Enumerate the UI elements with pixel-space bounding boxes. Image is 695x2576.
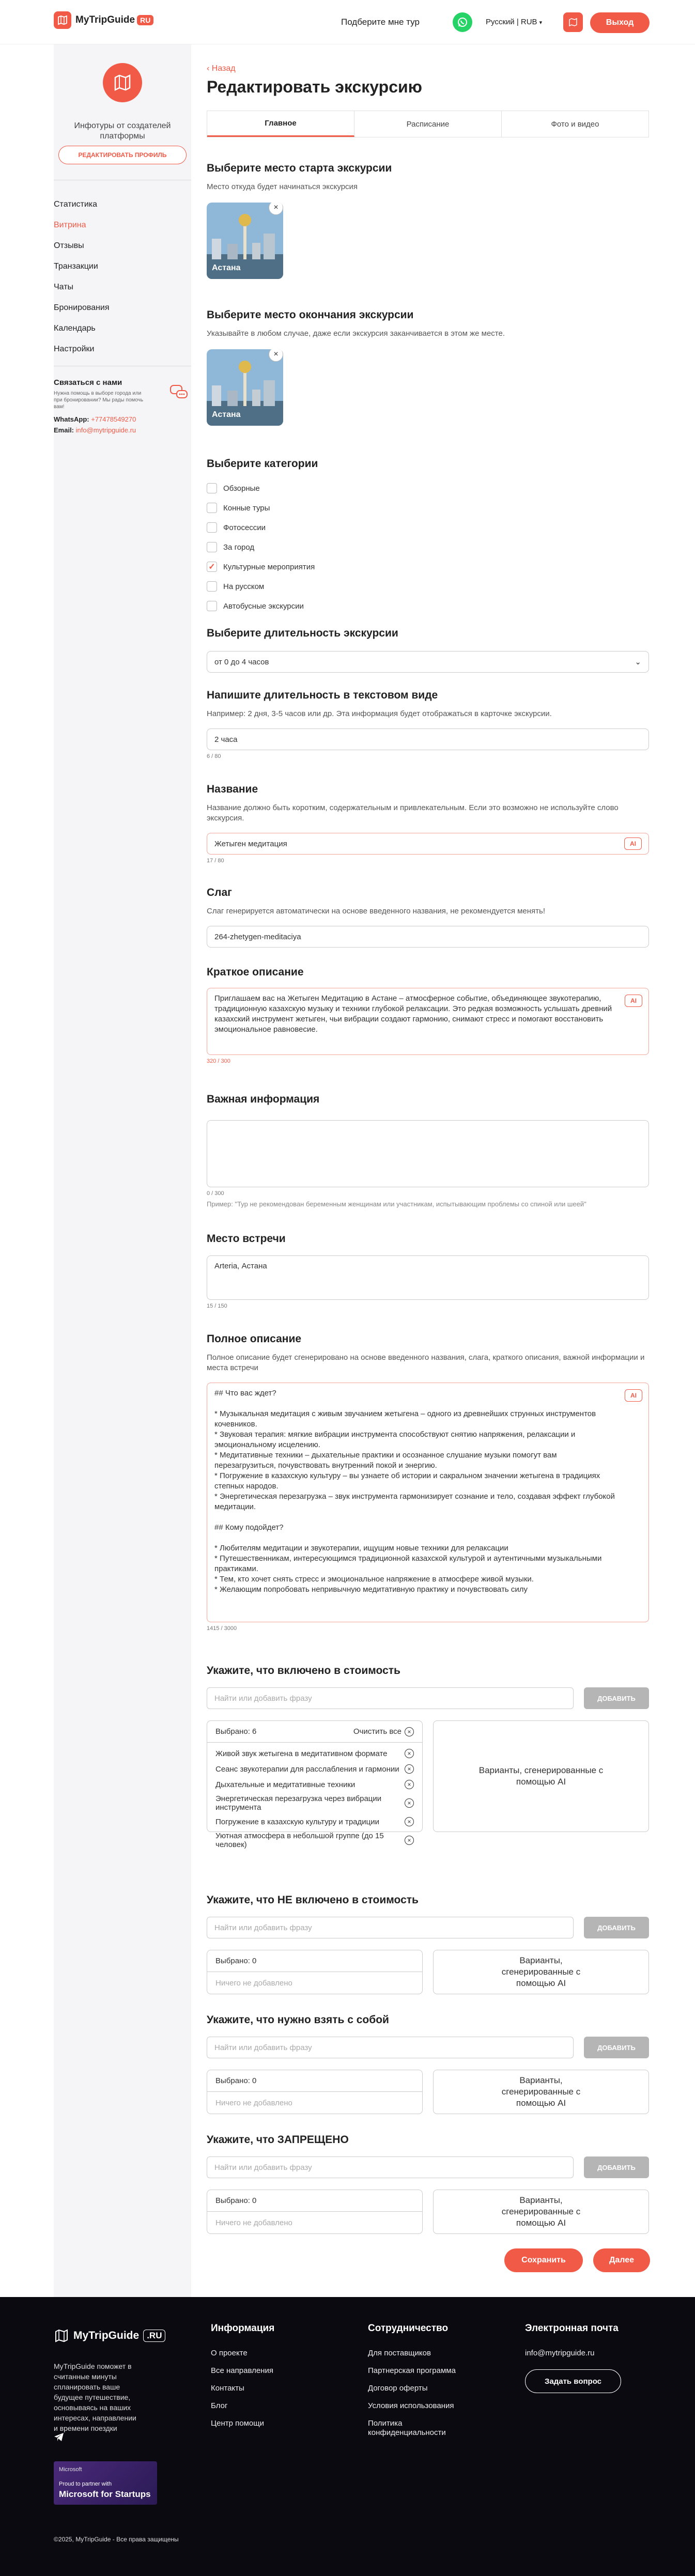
footer-link[interactable]: Контакты bbox=[211, 2384, 244, 2393]
ai-button[interactable]: AI bbox=[625, 995, 642, 1007]
footer-link[interactable]: Все направления bbox=[211, 2366, 273, 2375]
chat-bubbles-icon bbox=[168, 382, 189, 403]
tab-schedule[interactable]: Расписание bbox=[354, 111, 502, 137]
next-button[interactable]: Далее bbox=[593, 2248, 650, 2272]
ai-variants-box: Варианты, сгенерированные с помощью AI bbox=[433, 2190, 649, 2234]
logout-button[interactable]: Выход bbox=[590, 12, 650, 33]
checkbox[interactable] bbox=[207, 601, 217, 611]
section-heading: Слаг bbox=[207, 887, 232, 898]
add-button[interactable]: ДОБАВИТЬ bbox=[584, 2156, 649, 2178]
description-line: * Звуковая терапия: мягкие вибрации инструмента способствуют снятию напряжения, релаксации и эмоциональному исцелению. bbox=[214, 1430, 576, 1449]
footer-column-title: Информация bbox=[211, 2323, 275, 2334]
short-description-textarea[interactable]: Приглашаем вас на Жетыген Медитацию в Астане – атмосферное событие, объединяющее звукотерапию, традиционную казахскую музыку и техники глубокой релаксации. Это редкая возможность услышать древний казахский инструмент жетыген, чьи вибрации создают гармонию, снимают стресс и помогают восстановить эмоциональное равновесие. AI bbox=[207, 988, 649, 1055]
description-line: * Тем, кто хочет снять стресс и эмоциональное напряжение в атмосфере живой музыки. bbox=[214, 1575, 534, 1584]
category-checkbox[interactable]: За город bbox=[207, 537, 649, 557]
chevron-down-icon: ⌄ bbox=[635, 658, 641, 666]
description-line: * Погружение в казахскую культуру – вы узнаете об истории и сакральном значении жетыгена в традициях степных народов. bbox=[214, 1471, 600, 1491]
footer-logo[interactable] bbox=[54, 2328, 165, 2344]
close-icon[interactable]: × bbox=[269, 349, 283, 362]
footer-link[interactable]: Центр помощи bbox=[211, 2419, 264, 2428]
bring-section bbox=[207, 2014, 649, 2114]
section-heading: Краткое описание bbox=[207, 966, 304, 978]
section-heading: Укажите, что нужно взять с собой bbox=[207, 2014, 389, 2026]
char-counter: 320 / 300 bbox=[207, 1058, 230, 1064]
description-line: * Желающим попробовать непривычную медитативную практику и почувствовать силу bbox=[214, 1585, 528, 1594]
description-line bbox=[214, 1533, 617, 1543]
footer-link[interactable]: Блог bbox=[211, 2401, 228, 2410]
section-desc: Слаг генерируется автоматически на основе введенного названия, не рекомендуется менять! bbox=[207, 907, 546, 915]
form-actions bbox=[504, 2248, 650, 2272]
add-button[interactable]: ДОБАВИТЬ bbox=[584, 1687, 649, 1709]
remove-icon[interactable]: × bbox=[405, 1798, 414, 1808]
meeting-place-section bbox=[207, 1233, 649, 1309]
ai-variants-box: Варианты, сгенерированные с помощью AI bbox=[433, 1720, 649, 1832]
duration-text-section bbox=[207, 689, 649, 759]
section-heading: Название bbox=[207, 783, 258, 795]
footer-link[interactable]: Политика конфиденциальности bbox=[368, 2419, 446, 2437]
whatsapp-link[interactable]: +77478549270 bbox=[91, 415, 136, 423]
footer-logo-text: MyTripGuide bbox=[73, 2330, 140, 2341]
section-heading: Укажите, что включено в стоимость bbox=[207, 1665, 400, 1677]
footer-info-column bbox=[211, 2323, 274, 2437]
email-link[interactable]: info@mytripguide.ru bbox=[75, 426, 136, 434]
selected-list bbox=[207, 2190, 423, 2234]
checkbox[interactable] bbox=[207, 581, 217, 592]
place-name: Астана bbox=[212, 263, 241, 272]
ask-question-button[interactable]: Задать вопрос bbox=[525, 2369, 621, 2393]
char-counter: 1415 / 3000 bbox=[207, 1625, 237, 1632]
category-checkbox[interactable]: ✓ Культурные мероприятия bbox=[207, 557, 649, 577]
remove-icon[interactable]: × bbox=[405, 1817, 414, 1826]
telegram-icon[interactable] bbox=[54, 2432, 64, 2444]
sidebar-item-transactions[interactable]: Транзакции bbox=[54, 262, 98, 271]
list-item: Уютная атмосфера в небольшой группе (до 15 человек) × bbox=[207, 1829, 422, 1851]
phrase-input[interactable]: Найти или добавить фразу bbox=[207, 1917, 574, 1938]
ai-variants-box: Варианты, сгенерированные с помощью AI bbox=[433, 1950, 649, 1994]
list-item: Дыхательные и медитативные техники × bbox=[207, 1777, 422, 1792]
sidebar-nav bbox=[54, 194, 191, 360]
map-icon bbox=[54, 2328, 69, 2344]
edit-profile-button[interactable]: РЕДАКТИРОВАТЬ ПРОФИЛЬ bbox=[58, 146, 187, 164]
full-description-text bbox=[214, 1388, 617, 1595]
sidebar-item-stats[interactable]: Статистика bbox=[54, 200, 98, 209]
sidebar-item-reviews[interactable]: Отзывы bbox=[54, 241, 84, 250]
contact-desc: Нужна помощь в выборе города или при бронировании? Мы рады помочь вам! bbox=[54, 391, 144, 410]
section-heading: Напишите длительность в текстовом виде bbox=[207, 689, 438, 701]
checkbox[interactable] bbox=[207, 542, 217, 552]
description-line: ## Кому подойдет? bbox=[214, 1523, 284, 1532]
section-desc: Место откуда будет начинаться экскурсия bbox=[207, 182, 358, 191]
selected-list bbox=[207, 1950, 423, 1994]
footer-logo-badge: .RU bbox=[143, 2330, 165, 2342]
selected-count: Выбрано: 0 bbox=[207, 1950, 422, 1972]
section-desc: Полное описание будет сгенерировано на основе введенного названия, слага, краткого описания, важной информации и места встречи bbox=[207, 1353, 645, 1372]
full-description-section bbox=[207, 1333, 649, 1632]
name-section bbox=[207, 783, 649, 864]
page-title: Редактировать экскурсию bbox=[207, 77, 422, 96]
logo-badge: RU bbox=[137, 15, 153, 25]
forbidden-section bbox=[207, 2134, 649, 2234]
footer-link[interactable]: Договор оферты bbox=[368, 2384, 428, 2393]
sidebar-item-showcase[interactable]: Витрина bbox=[54, 221, 86, 229]
included-section bbox=[207, 1665, 649, 1849]
phrase-input[interactable]: Найти или добавить фразу bbox=[207, 1687, 574, 1709]
list-item: Погружение в казахскую культуру и традиции × bbox=[207, 1814, 422, 1829]
sidebar bbox=[54, 44, 191, 2297]
remove-icon[interactable]: × bbox=[405, 1764, 414, 1774]
description-line: ## Что вас ждет? bbox=[214, 1389, 276, 1398]
meeting-place-textarea[interactable]: Arteria, Астана bbox=[207, 1255, 649, 1300]
copyright: ©2025, MyTripGuide - Все права защищены bbox=[54, 2536, 179, 2543]
category-checkbox[interactable]: Фотосессии bbox=[207, 518, 649, 537]
description-line bbox=[214, 1512, 617, 1523]
close-circle-icon: × bbox=[405, 1727, 414, 1736]
slug-section bbox=[207, 887, 649, 948]
footer-link[interactable]: Партнерская программа bbox=[368, 2366, 456, 2375]
header bbox=[0, 0, 695, 44]
categories-section bbox=[207, 458, 649, 616]
char-counter: 0 / 300 bbox=[207, 1190, 224, 1197]
remove-icon[interactable]: × bbox=[405, 1749, 414, 1758]
category-checkbox[interactable]: Обзорные bbox=[207, 478, 649, 498]
selected-list bbox=[207, 1720, 423, 1849]
language-currency-select[interactable]: Русский | RUB ▾ bbox=[486, 18, 543, 26]
chevron-left-icon: ‹ bbox=[207, 64, 212, 73]
contact-title: Связаться с нами bbox=[54, 378, 122, 387]
description-line: * Путешественникам, интересующимся традиционной казахской культурой и аутентичными музыкальными практиками. bbox=[214, 1554, 602, 1573]
duration-section bbox=[207, 627, 649, 673]
place-name: Астана bbox=[212, 410, 241, 419]
name-input[interactable]: Жетыген медитация bbox=[207, 833, 649, 855]
microsoft-logo: Microsoft bbox=[59, 2466, 82, 2473]
full-description-textarea[interactable] bbox=[207, 1383, 649, 1622]
footer-email-column bbox=[525, 2323, 621, 2393]
place-card[interactable] bbox=[207, 349, 283, 426]
list-item: Энергетическая перезагрузка через вибрации инструмента × bbox=[207, 1792, 422, 1814]
checkbox[interactable] bbox=[207, 503, 217, 513]
ai-button[interactable]: AI bbox=[625, 1389, 642, 1402]
description-line: * Энергетическая перезагрузка – звук инструмента гармонизирует сознание и тело, создавая эффект глубокой медитации. bbox=[214, 1492, 615, 1511]
footer-coop-column bbox=[368, 2323, 482, 2446]
sidebar-item-calendar[interactable]: Календарь bbox=[54, 324, 96, 333]
char-counter: 6 / 80 bbox=[207, 753, 221, 759]
category-list bbox=[207, 478, 649, 616]
footer-link[interactable]: Условия использования bbox=[368, 2401, 454, 2410]
ai-button[interactable]: AI bbox=[624, 837, 642, 850]
phrase-input[interactable]: Найти или добавить фразу bbox=[207, 2156, 574, 2178]
ai-variants-box: Варианты, сгенерированные с помощью AI bbox=[433, 2070, 649, 2114]
tabs bbox=[207, 111, 649, 137]
checkbox[interactable] bbox=[207, 522, 217, 533]
section-heading: Важная информация bbox=[207, 1093, 320, 1105]
slug-input[interactable]: 264-zhetygen-meditaciya bbox=[207, 926, 649, 948]
phrase-input[interactable]: Найти или добавить фразу bbox=[207, 2037, 574, 2058]
footer-link[interactable]: Для поставщиков bbox=[368, 2349, 431, 2357]
checkmark-icon[interactable]: ✓ bbox=[207, 562, 217, 572]
start-place-section bbox=[207, 162, 649, 279]
description-line: * Любителям медитации и звукотерапии, ищущим новые техники для релаксации bbox=[214, 1544, 508, 1553]
tab-photo-video[interactable]: Фото и видео bbox=[551, 119, 599, 129]
logo[interactable] bbox=[54, 11, 153, 29]
duration-select[interactable]: от 0 до 4 часов ⌄ bbox=[207, 651, 649, 673]
sidebar-item-settings[interactable]: Настройки bbox=[54, 345, 95, 353]
empty-state: Ничего не добавлено bbox=[215, 2218, 292, 2227]
contact-block: Связаться с нами Нужна помощь в выборе города или при бронировании? Мы рады помочь вам! WhatsApp: +77478549270 Email: info@mytripguide.ru bbox=[54, 378, 191, 434]
selected-count: Выбрано: 6 bbox=[215, 1727, 257, 1736]
footer-email-link[interactable]: info@mytripguide.ru bbox=[525, 2349, 595, 2357]
clear-all-button[interactable]: Очистить все × bbox=[353, 1727, 414, 1736]
pick-tour-link[interactable]: Подберите мне тур bbox=[341, 17, 420, 27]
section-desc: Указывайте в любом случае, даже если экскурсия заканчивается в этом же месте. bbox=[207, 329, 505, 338]
section-heading: Укажите, что ЗАПРЕЩЕНО bbox=[207, 2134, 349, 2146]
hint-text: Пример: "Тур не рекомендован беременным женщинам или участникам, испытывающим проблемы со спиной или шеей" bbox=[207, 1200, 586, 1208]
description-line: * Музыкальная медитация с живым звучанием жетыгена – одного из древнейших струнных инструментов кочевников. bbox=[214, 1409, 596, 1429]
section-heading: Выберите место окончания экскурсии bbox=[207, 309, 414, 321]
sidebar-item-chats[interactable]: Чаты bbox=[54, 283, 74, 291]
short-description-section bbox=[207, 966, 649, 1064]
logo-text: MyTripGuide bbox=[75, 14, 135, 25]
description-line bbox=[214, 1399, 617, 1409]
place-card[interactable] bbox=[207, 203, 283, 279]
whatsapp-icon[interactable] bbox=[453, 12, 472, 32]
close-icon[interactable]: × bbox=[269, 203, 283, 215]
empty-state: Ничего не добавлено bbox=[215, 1978, 292, 1988]
char-counter: 17 / 80 bbox=[207, 858, 224, 864]
selected-count: Выбрано: 0 bbox=[207, 2190, 422, 2212]
selected-count: Выбрано: 0 bbox=[207, 2070, 422, 2092]
list-item: Сеанс звукотерапии для расслабления и гармонии × bbox=[207, 1761, 422, 1777]
not-included-section bbox=[207, 1894, 649, 1994]
microsoft-startups-badge: Microsoft Proud to partner with Microsoft for Startups bbox=[54, 2461, 157, 2505]
important-info-textarea[interactable] bbox=[207, 1120, 649, 1187]
category-checkbox[interactable]: На русском bbox=[207, 577, 649, 596]
back-link[interactable]: ‹ Назад bbox=[207, 64, 236, 73]
user-avatar[interactable] bbox=[563, 12, 583, 32]
profile-avatar bbox=[103, 63, 142, 102]
profile-description: Инфотуры от создателей платформы bbox=[74, 121, 171, 141]
list-item: Живой звук жетыгена в медитативном формате × bbox=[207, 1746, 422, 1761]
section-heading: Место встречи bbox=[207, 1233, 286, 1245]
section-heading: Выберите место старта экскурсии bbox=[207, 162, 392, 174]
tab-main[interactable]: Главное bbox=[207, 111, 354, 137]
save-button[interactable]: Сохранить bbox=[504, 2248, 583, 2272]
category-checkbox[interactable]: Конные туры bbox=[207, 498, 649, 518]
section-desc: Название должно быть коротким, содержательным и привлекательным. Если это возможно не используйте слово экскурсия. bbox=[207, 803, 619, 823]
footer-column-title: Сотрудничество bbox=[368, 2323, 449, 2334]
section-heading: Укажите, что НЕ включено в стоимость bbox=[207, 1894, 419, 1906]
map-icon bbox=[54, 11, 71, 29]
selected-list bbox=[207, 2070, 423, 2114]
footer-link[interactable]: О проекте bbox=[211, 2349, 248, 2357]
section-heading: Полное описание bbox=[207, 1333, 302, 1345]
category-checkbox[interactable]: Автобусные экскурсии bbox=[207, 596, 649, 616]
footer bbox=[0, 2297, 695, 2576]
important-info-section bbox=[207, 1093, 649, 1208]
char-counter: 15 / 150 bbox=[207, 1303, 227, 1309]
duration-text-input[interactable]: 2 часа bbox=[207, 728, 649, 750]
add-button[interactable]: ДОБАВИТЬ bbox=[584, 2037, 649, 2058]
section-heading: Выберите длительность экскурсии bbox=[207, 627, 398, 639]
footer-description: MyTripGuide поможет в считанные минуты спланировать ваше будущее путешествие, основываясь на ваших интересах, направлении и времени поездки bbox=[54, 2362, 136, 2432]
description-line: * Медитативные техники – дыхательные практики и осознанное слушание музыки помогут вам перезагрузиться, почувствовать внутренний покой и энергию. bbox=[214, 1451, 557, 1470]
add-button[interactable]: ДОБАВИТЬ bbox=[584, 1917, 649, 1938]
remove-icon[interactable]: × bbox=[405, 1780, 414, 1789]
footer-column-title: Электронная почта bbox=[525, 2323, 619, 2334]
remove-icon[interactable]: × bbox=[405, 1836, 414, 1845]
checkbox[interactable] bbox=[207, 483, 217, 493]
empty-state: Ничего не добавлено bbox=[215, 2098, 292, 2107]
sidebar-item-bookings[interactable]: Бронирования bbox=[54, 303, 110, 312]
section-heading: Выберите категории bbox=[207, 458, 318, 470]
end-place-section bbox=[207, 309, 649, 426]
chevron-down-icon: ▾ bbox=[539, 20, 543, 26]
section-desc: Например: 2 дня, 3-5 часов или др. Эта информация будет отображаться в карточке экскурсии. bbox=[207, 709, 552, 718]
